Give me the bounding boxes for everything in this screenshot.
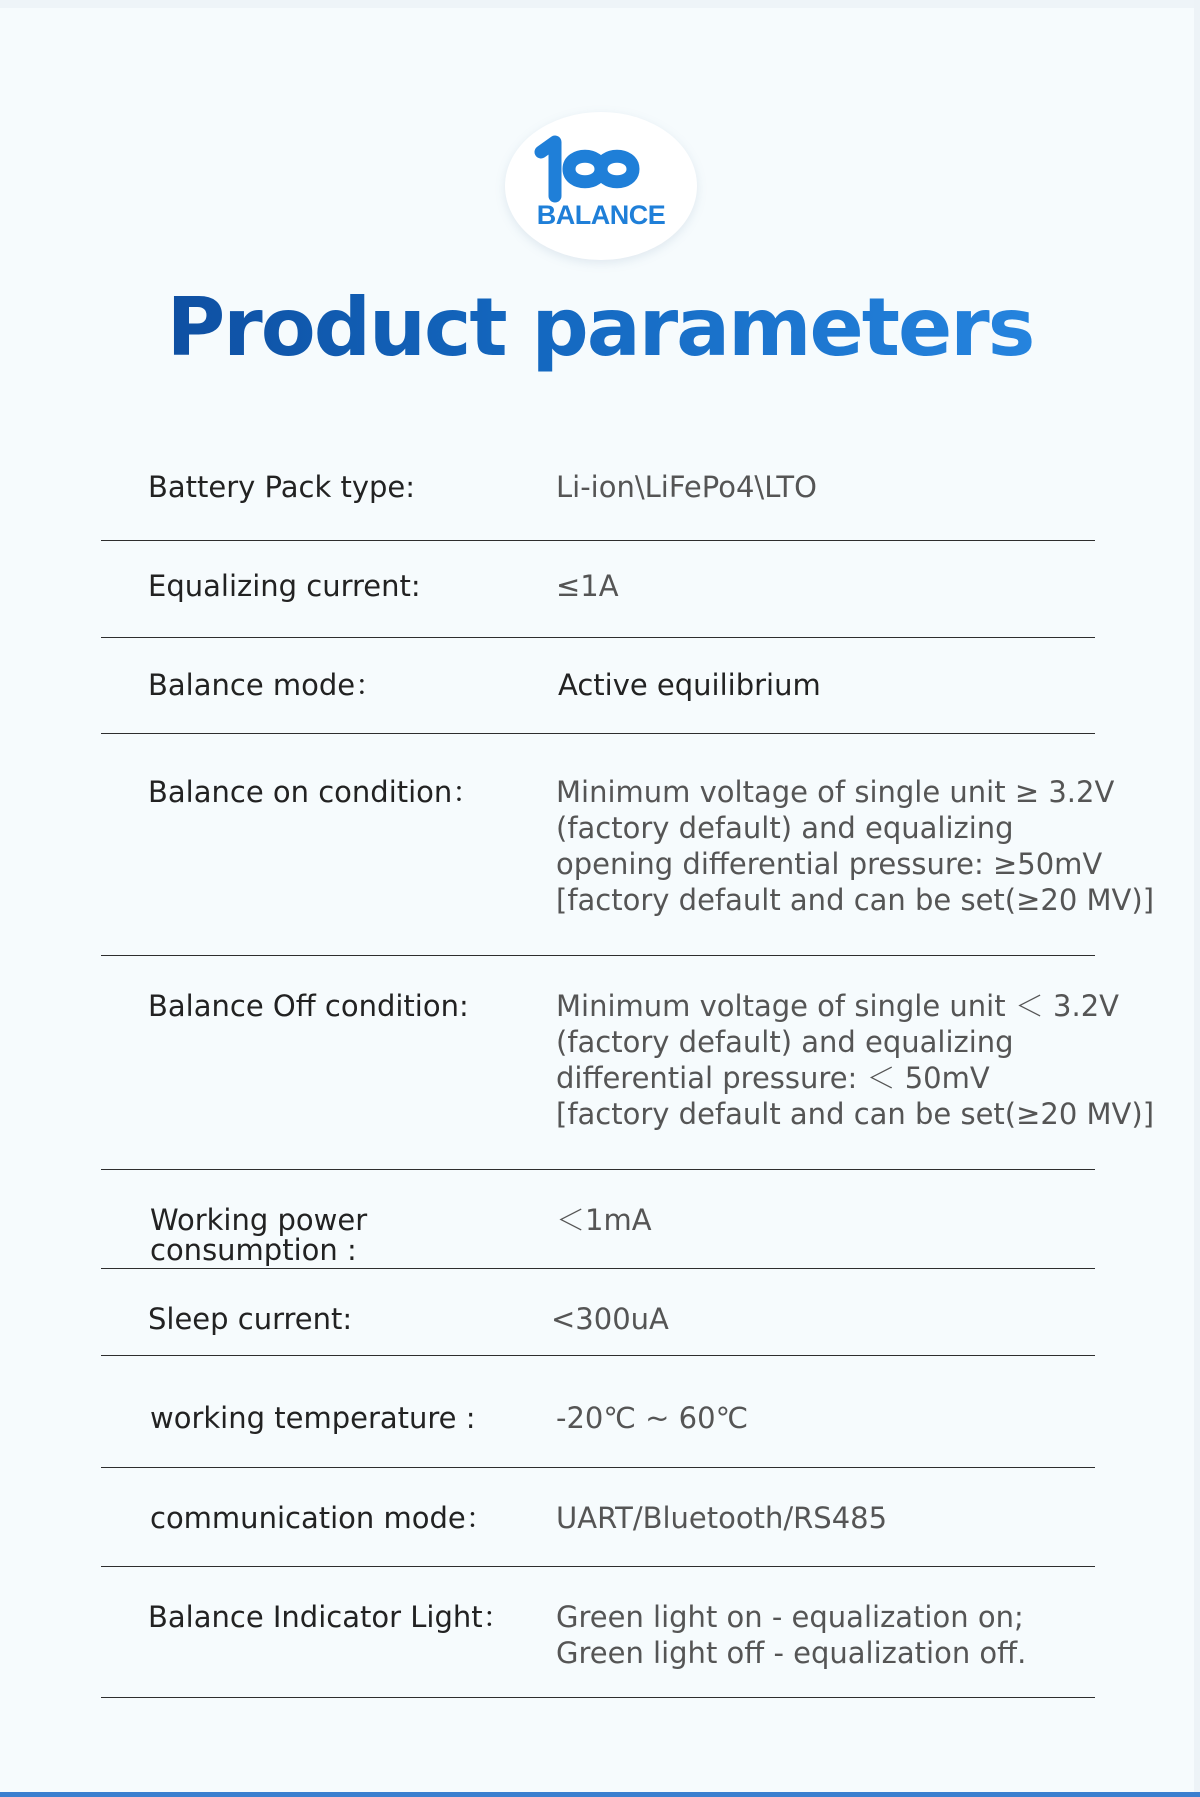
- bottom-strip: [0, 1792, 1200, 1797]
- param-value-balance-off-line-3: differential pressure: ＜ 50mV: [556, 1061, 990, 1095]
- param-value-balance-on-line-2: (factory default) and equalizing: [556, 811, 1014, 845]
- param-value-balance-off-line-1: Minimum voltage of single unit ＜ 3.2V: [556, 989, 1120, 1023]
- param-label-balance-indicator-light: Balance Indicator Light：: [148, 1600, 512, 1634]
- param-value-indicator-line-2: Green light off - equalization off.: [556, 1636, 1027, 1670]
- row-divider: [101, 1566, 1095, 1567]
- param-value-balance-off-line-2: (factory default) and equalizing: [556, 1025, 1014, 1059]
- row-divider: [101, 1355, 1095, 1356]
- row-divider: [101, 1467, 1095, 1468]
- param-label-battery-pack-type: Battery Pack type:: [148, 470, 416, 504]
- param-value-working-power: ＜1mA: [556, 1203, 652, 1237]
- param-label-working-power-line-2: consumption :: [150, 1233, 357, 1267]
- param-value-balance-off-line-4: [factory default and can be set(≥20 MV)]: [556, 1097, 1155, 1131]
- param-label-balance-on-condition: Balance on condition：: [148, 775, 482, 809]
- row-divider: [101, 1697, 1095, 1698]
- param-value-working-temperature: -20℃ ~ 60℃: [556, 1401, 749, 1435]
- param-value-communication-mode: UART/Bluetooth/RS485: [556, 1501, 888, 1535]
- param-value-balance-mode: Active equilibrium: [558, 668, 821, 702]
- row-divider: [101, 540, 1095, 541]
- param-value-sleep-current: <300uA: [551, 1302, 669, 1336]
- row-divider: [101, 1169, 1095, 1170]
- row-divider: [101, 955, 1095, 956]
- page-title: Product parameters: [0, 278, 1200, 378]
- param-value-battery-pack-type: Li-ion\LiFePo4\LTO: [556, 470, 817, 504]
- param-label-sleep-current: Sleep current:: [148, 1302, 353, 1336]
- row-divider: [101, 637, 1095, 638]
- param-value-balance-on-line-1: Minimum voltage of single unit ≥ 3.2V: [556, 775, 1115, 809]
- param-value-equalizing-current: ≤1A: [556, 569, 619, 603]
- param-label-communication-mode: communication mode：: [150, 1501, 495, 1535]
- row-divider: [101, 1268, 1095, 1269]
- param-label-working-temperature: working temperature :: [150, 1401, 476, 1435]
- param-value-balance-on-line-4: [factory default and can be set(≥20 MV)]: [556, 883, 1155, 917]
- param-label-working-power-line-1: Working power: [150, 1203, 368, 1237]
- row-divider: [101, 733, 1095, 734]
- logo-brand-text: BALANCE: [536, 200, 666, 230]
- brand-logo: [505, 112, 697, 260]
- right-edge: [1194, 0, 1200, 1797]
- param-value-balance-on-line-3: opening differential pressure: ≥50mV: [556, 847, 1103, 881]
- param-value-indicator-line-1: Green light on - equalization on;: [556, 1600, 1024, 1634]
- param-label-equalizing-current: Equalizing current:: [148, 569, 421, 603]
- top-strip: [0, 0, 1200, 8]
- param-label-balance-off-condition: Balance Off condition:: [148, 989, 469, 1023]
- logo-mark: [505, 112, 697, 260]
- param-label-balance-mode: Balance mode：: [148, 668, 385, 702]
